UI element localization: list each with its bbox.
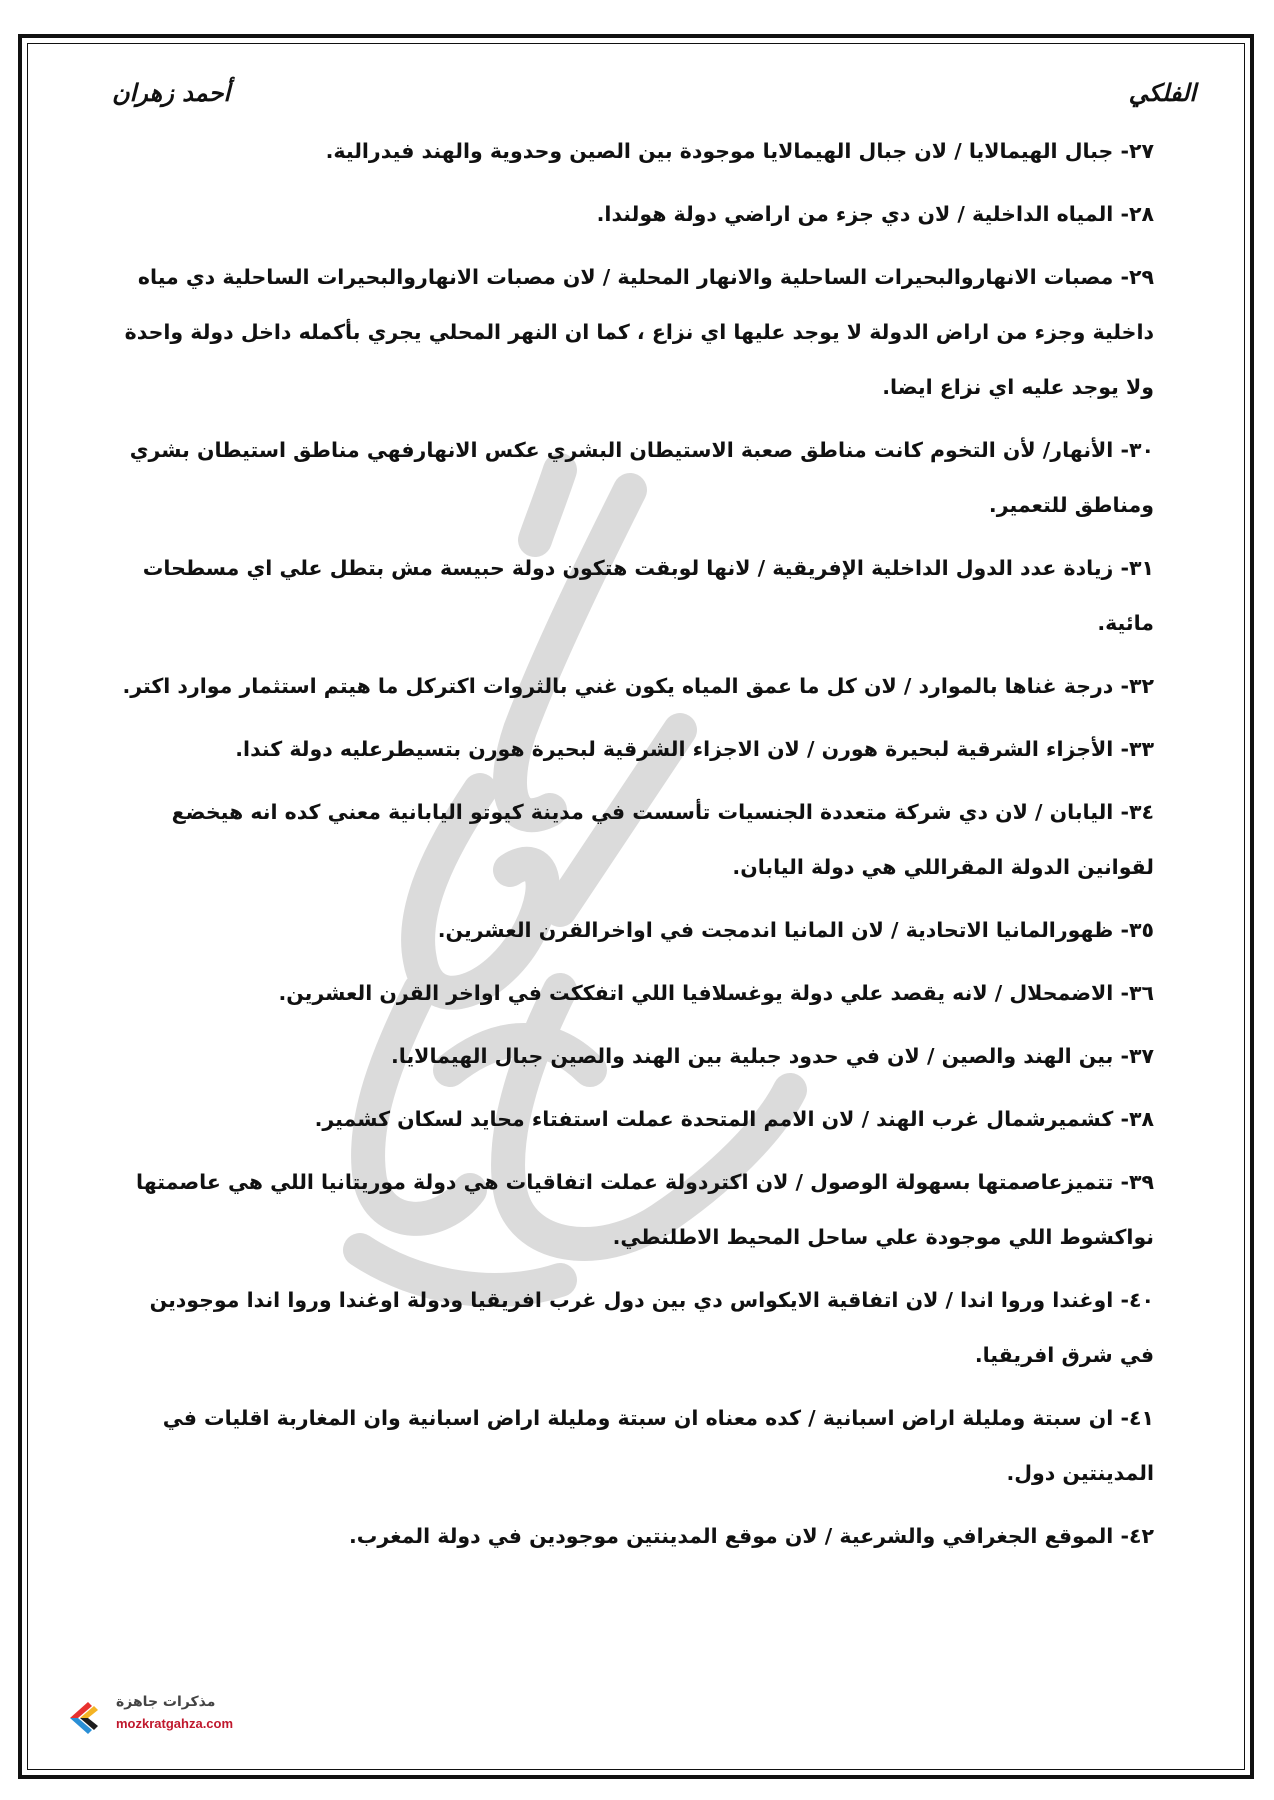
answer-item-40: ٤٠- اوغندا وروا اندا / لان اتفاقية الايكواس دي بين دول غرب افريقيا ودولة اوغندا وروا اندا موجودين في شرق افريقيا. bbox=[149, 1288, 1154, 1367]
answers-list bbox=[119, 124, 1154, 1572]
answer-item-27: ٢٧- جبال الهيمالايا / لان جبال الهيمالايا موجودة بين الصين وحدوية والهند فيدرالية. bbox=[325, 139, 1154, 163]
answer-item-28: ٢٨- المياه الداخلية / لان دي جزء من اراضي دولة هولندا. bbox=[596, 202, 1154, 226]
author-header: أحمد زهران bbox=[112, 78, 231, 107]
answer-item-37: ٣٧- بين الهند والصين / لان في حدود جبلية بين الهند والصين جبال الهيمالايا. bbox=[391, 1044, 1154, 1068]
answer-item-34: ٣٤- اليابان / لان دي شركة متعددة الجنسيات تأسست في مدينة كيوتو اليابانية معني كده انه هيخضع لقوانين الدولة المقراللي هي دولة اليابان. bbox=[171, 800, 1154, 879]
logo-mark-icon bbox=[66, 1696, 108, 1738]
answer-item-32: ٣٢- درجة غناها بالموارد / لان كل ما عمق المياه يكون غني بالثروات اكتركل ما هيتم استثمار موارد اكتر. bbox=[122, 674, 1154, 698]
answer-item-41: ٤١- ان سبتة ومليلة اراض اسبانية / كده معناه ان سبتة ومليلة اراض اسبانية وان المغاربة اقليات في المدينتين دول. bbox=[162, 1406, 1154, 1485]
answer-item-35: ٣٥- ظهورالمانيا الاتحادية / لان المانيا اندمجت في اواخرالقرن العشرين. bbox=[437, 918, 1154, 942]
answer-item-36: ٣٦- الاضمحلال / لانه يقصد علي دولة يوغسلافيا اللي اتفككت في اواخر القرن العشرين. bbox=[278, 981, 1154, 1005]
answer-item-29: ٢٩- مصبات الانهاروالبحيرات الساحلية والانهار المحلية / لان مصبات الانهاروالبحيرات الساحلية دي مياه داخلية وجزء من اراض الدولة لا يوجد عليها اي نزاع ، كما ان النهر المحلي يجري بأكمله داخل دولة واحدة ولا يوجد عليه اي نزاع ايضا. bbox=[124, 265, 1154, 399]
logo-url[interactable]: mozkratgahza.com bbox=[116, 1716, 234, 1731]
answer-item-33: ٣٣- الأجزاء الشرقية لبحيرة هورن / لان الاجزاء الشرقية لبحيرة هورن بتسيطرعليه دولة كندا. bbox=[235, 737, 1154, 761]
subject-header: الفلكي bbox=[1128, 78, 1196, 107]
logo-name: مذكرات جاهزة bbox=[116, 1694, 216, 1710]
answer-item-38: ٣٨- كشميرشمال غرب الهند / لان الامم المتحدة عملت استفتاء محايد لسكان كشمير. bbox=[314, 1107, 1154, 1131]
site-logo bbox=[66, 1690, 256, 1750]
answer-item-31: ٣١- زيادة عدد الدول الداخلية الإفريقية / لانها لوبقت هتكون دولة حبيسة مش بتطل علي اي مسطحات مائية. bbox=[142, 556, 1154, 635]
answer-item-30: ٣٠- الأنهار/ لأن التخوم كانت مناطق صعبة الاستيطان البشري عكس الانهارفهي مناطق استيطان بشري ومناطق للتعمير. bbox=[129, 438, 1154, 517]
answer-item-39: ٣٩- تتميزعاصمتها بسهولة الوصول / لان اكتردولة عملت اتفاقيات هي دولة موريتانيا اللي هي عاصمتها نواكشوط اللي موجودة علي ساحل المحيط الاطلنطي. bbox=[136, 1170, 1154, 1249]
answer-item-42: ٤٢- الموقع الجغرافي والشرعية / لان موقع المدينتين موجودين في دولة المغرب. bbox=[348, 1524, 1154, 1548]
